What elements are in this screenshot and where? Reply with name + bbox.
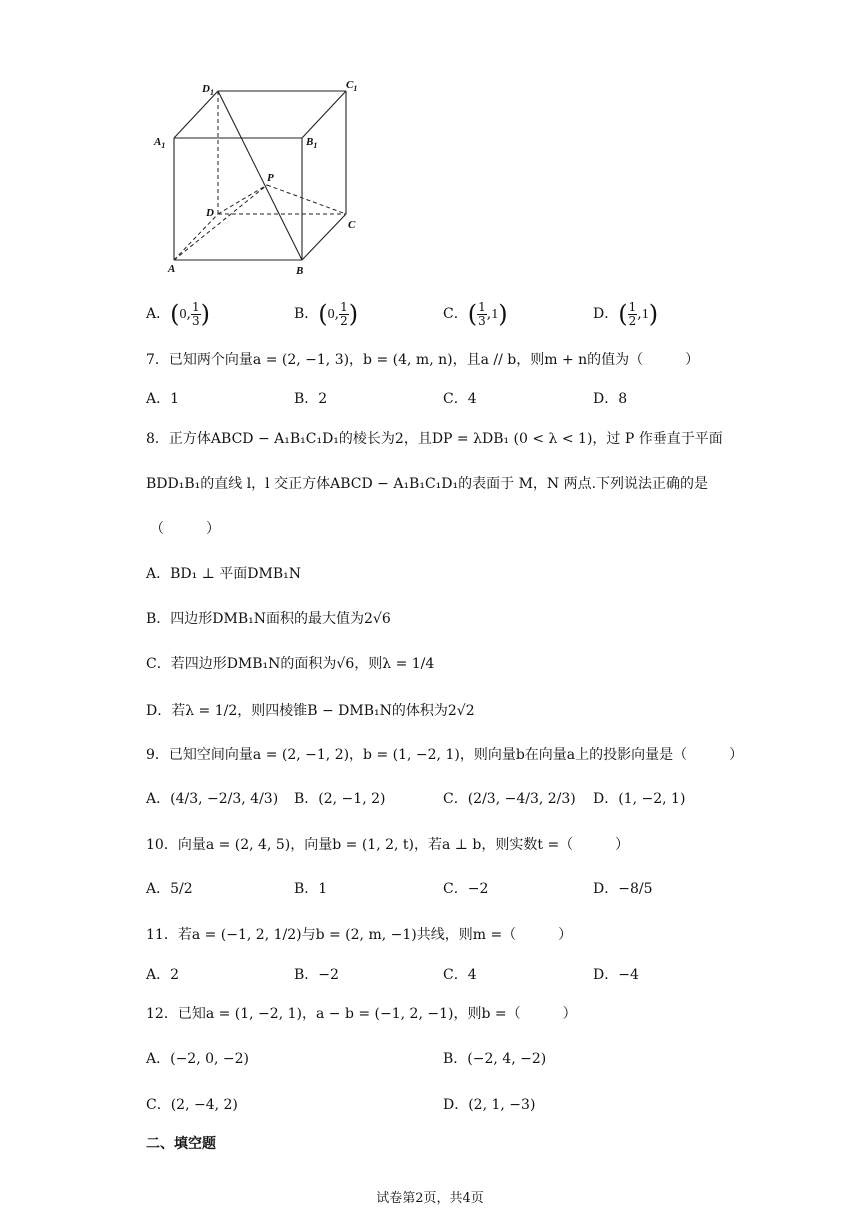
q12-stem: 12．已知a = (1, −2, 1)，a − b = (−1, 2, −1)，则b =（ ） <box>146 1006 577 1022</box>
q12-option-a: A．(−2, 0, −2) <box>146 1051 250 1067</box>
q10-stem: 10．向量a = (2, 4, 5)，向量b = (1, 2, t)，若a ⊥ b，则实数t =（ ） <box>146 837 630 853</box>
q8-option-b: B．四边形DMB₁N面积的最大值为2√6 <box>146 611 391 627</box>
q10-option-d: D．−8/5 <box>593 881 653 897</box>
label-A: A <box>168 263 176 275</box>
q7-option-a: A．1 <box>146 391 180 407</box>
q7-stem: 7．已知两个向量a = (2, −1, 3)，b = (4, m, n)，且a // b，则m + n的值为（ ） <box>146 352 700 368</box>
q7-options <box>146 388 706 414</box>
q9-options <box>146 788 706 814</box>
q6-option-a: A．(0, $\frac{1}{3}$ ) <box>146 299 210 328</box>
q7-option-b: B．2 <box>294 391 328 407</box>
q10-option-a: A．5/2 <box>146 881 193 897</box>
label-D: D <box>206 207 214 219</box>
q9-option-d: D．(1, −2, 1) <box>593 791 686 807</box>
q11-options <box>146 964 706 990</box>
label-B1: $B_1$ <box>306 136 318 150</box>
q8-stem-line2: BDD₁B₁的直线 l，l 交正方体ABCD − A₁B₁C₁D₁的表面于 M，N 两点.下列说法正确的是 <box>146 476 709 492</box>
q7-option-c: C．4 <box>443 391 477 407</box>
q8-option-c: C．若四边形DMB₁N的面积为√6，则λ = 1/4 <box>146 656 435 672</box>
page-footer: 试卷第2页，共4页 <box>376 1191 484 1206</box>
q8-option-a: A．BD₁ ⊥ 平面DMB₁N <box>146 566 302 582</box>
q10-option-c: C．−2 <box>443 881 489 897</box>
q11-option-c: C．4 <box>443 967 477 983</box>
q12-option-b: B．(−2, 4, −2) <box>443 1051 547 1067</box>
label-B: B <box>296 265 304 277</box>
q6-option-b: B．(0, $\frac{1}{2}$ ) <box>294 299 359 328</box>
q6-options <box>146 300 706 334</box>
q9-option-b: B．(2, −1, 2) <box>294 791 386 807</box>
q12-option-c: C．(2, −4, 2) <box>146 1097 238 1113</box>
q11-option-b: B．−2 <box>294 967 339 983</box>
q8-stem-line1: 8．正方体ABCD − A₁B₁C₁D₁的棱长为2，且DP = λDB₁ (0 < λ < 1)，过 P 作垂直于平面 <box>146 431 723 447</box>
label-C1: $C_1$ <box>346 79 358 93</box>
q9-stem: 9．已知空间向量a = (2, −1, 2)，b = (1, −2, 1)，则向量b在向量a上的投影向量是（ ） <box>146 747 744 763</box>
q12-option-d: D．(2, 1, −3) <box>443 1097 536 1113</box>
q6-option-c: C．( $\frac{1}{3}$ ,1) <box>443 299 508 328</box>
label-C: C <box>348 219 356 231</box>
label-D1: $D_1$ <box>202 83 214 97</box>
q9-option-c: C．(2/3, −4/3, 2/3) <box>443 791 576 807</box>
q10-options <box>146 878 706 904</box>
cube-figure <box>150 78 370 278</box>
q8-stem-line3: （ ） <box>150 521 220 537</box>
q11-option-d: D．−4 <box>593 967 639 983</box>
q11-stem: 11．若a = (−1, 2, 1/2)与b = (2, m, −1)共线，则m =（ ） <box>146 927 573 943</box>
q10-option-b: B．1 <box>294 881 328 897</box>
label-A1: $A_1$ <box>154 136 166 150</box>
q6-option-d: D．( $\frac{1}{2}$ ,1) <box>593 299 659 328</box>
section-heading: 二、填空题 <box>146 1136 216 1152</box>
label-P: P <box>267 172 274 184</box>
q11-option-a: A．2 <box>146 967 180 983</box>
q8-option-d: D．若λ = 1/2，则四棱锥B − DMB₁N的体积为2√2 <box>146 703 475 719</box>
q9-option-a: A．(4/3, −2/3, 4/3) <box>146 791 279 807</box>
q7-option-d: D．8 <box>593 391 628 407</box>
